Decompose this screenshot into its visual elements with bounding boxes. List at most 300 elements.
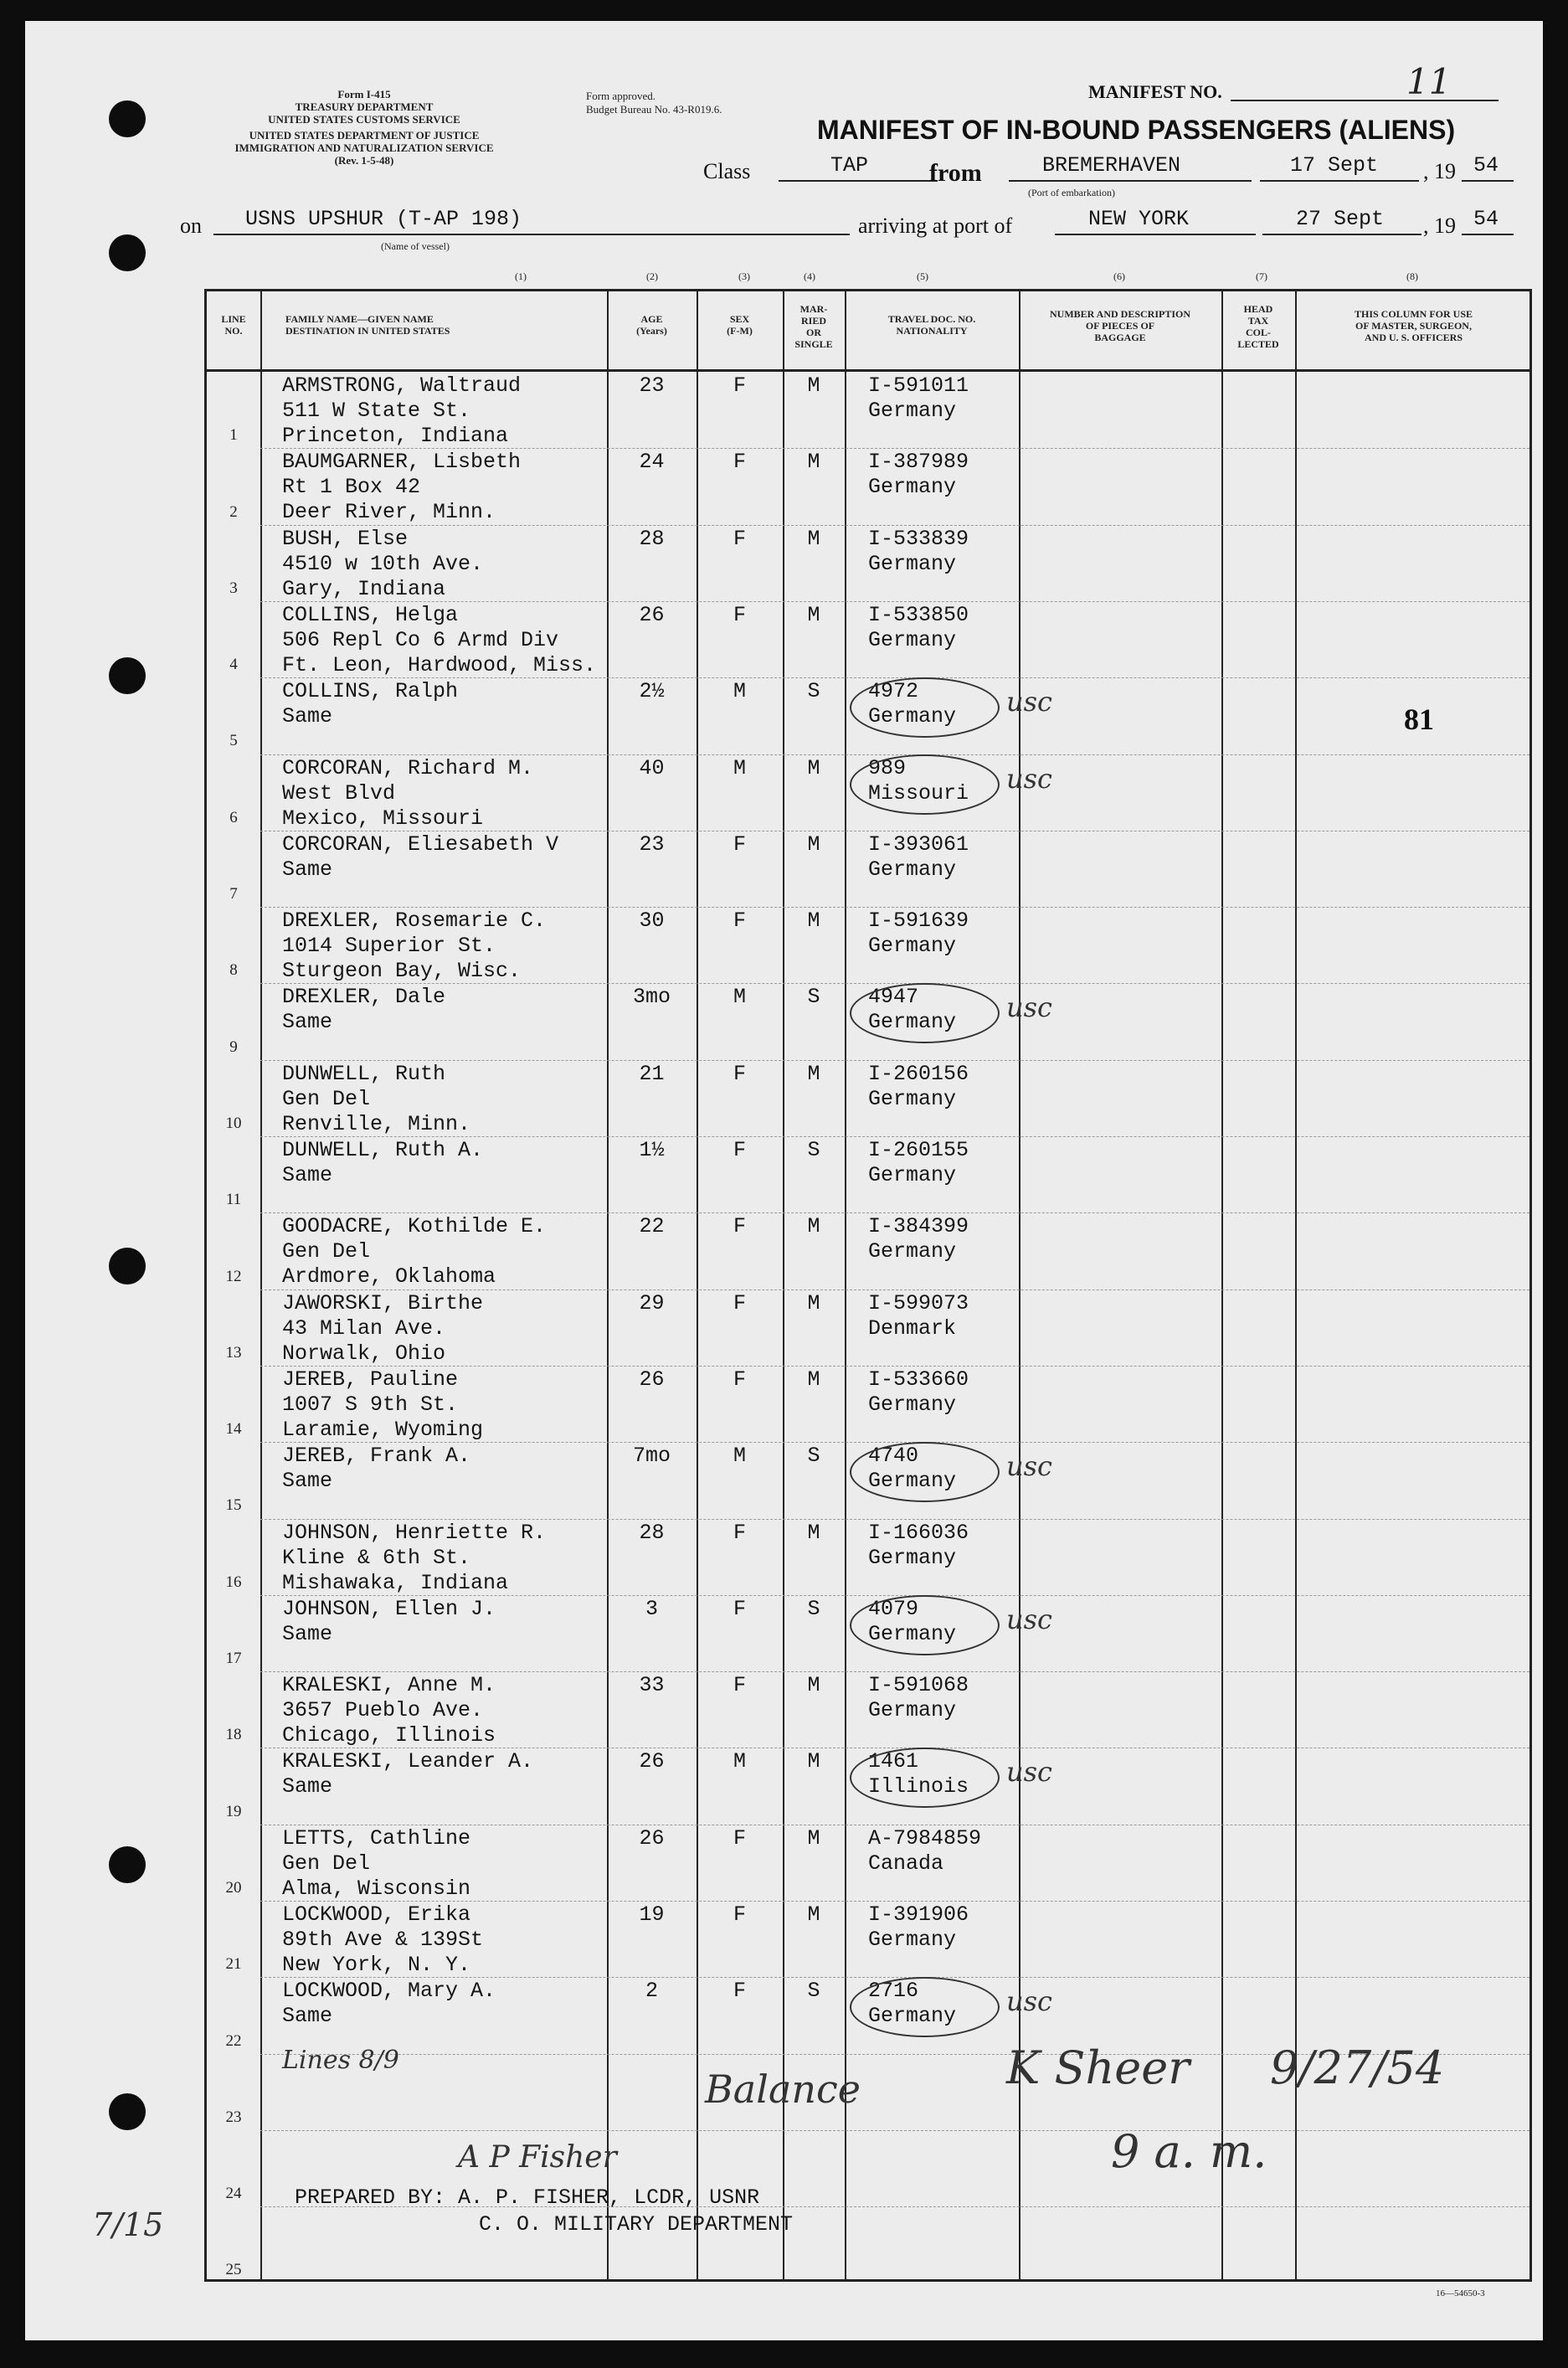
marital-status: S (807, 1979, 820, 2004)
depart-date-field (1260, 153, 1419, 182)
travel-doc-no: 989 (868, 755, 907, 780)
destination-line-1: Same (282, 1469, 333, 1494)
table-row (207, 677, 1529, 754)
table-row (207, 754, 1529, 831)
age-value: 21 (639, 1061, 665, 1086)
line-number: 18 (225, 1726, 242, 1744)
table-row (207, 1595, 1529, 1671)
sex-value: F (733, 1596, 746, 1621)
manifest-no-label: MANIFEST NO. (1088, 81, 1222, 102)
handwritten-balance: Balance (705, 2067, 861, 2112)
nationality: Germany (868, 1698, 957, 1723)
depart-date: 17 Sept (1290, 153, 1379, 178)
passenger-name: LOCKWOOD, Mary A. (282, 1979, 496, 2004)
travel-doc-no: I-166036 (868, 1520, 969, 1545)
travel-doc-no: 4947 (868, 985, 919, 1010)
destination-line-1: 89th Ave & 139St (282, 1928, 484, 1952)
destination-line-2: Laramie, Wyoming (282, 1417, 484, 1442)
justice-dept: UNITED STATES DEPARTMENT OF JUSTICE (249, 129, 480, 142)
ink-circle (850, 754, 1000, 815)
nationality: Canada (868, 1851, 944, 1876)
ink-circle (850, 1595, 1000, 1655)
travel-doc-no: I-260155 (868, 1138, 969, 1162)
line-number: 15 (225, 1496, 242, 1515)
col-header-baggage: NUMBER AND DESCRIPTION OF PIECES OF BAGGAGE (1049, 308, 1191, 343)
table-row (207, 907, 1529, 983)
col-header-officers: THIS COLUMN FOR USE OF MASTER, SURGEON, AND U. S. OFFICERS (1354, 308, 1473, 343)
nationality: Germany (868, 1163, 957, 1187)
nationality: Germany (868, 704, 957, 729)
travel-doc-no: I-599073 (868, 1290, 969, 1315)
marital-status: M (807, 1749, 820, 1774)
depart-year: 54 (1473, 153, 1499, 178)
age-value: 23 (639, 373, 665, 398)
table-row (207, 601, 1529, 677)
table-row (207, 1366, 1529, 1442)
travel-doc-no: 4079 (868, 1596, 919, 1621)
marital-status: S (807, 679, 820, 704)
form-footer-code: 16—54650-3 (1436, 2288, 1485, 2299)
travel-doc-no: I-533839 (868, 526, 969, 551)
passenger-name: ARMSTRONG, Waltraud (282, 373, 522, 398)
age-value: 2 (645, 1979, 658, 2004)
punch-hole (109, 657, 146, 694)
nationality: Germany (868, 1621, 957, 1646)
col-num-8: (8) (1406, 270, 1418, 282)
marital-status: S (807, 1596, 820, 1621)
destination-line-1: West Blvd (282, 780, 396, 806)
punch-hole (109, 2093, 146, 2130)
from-label: from (929, 159, 982, 187)
marital-status: M (807, 1673, 820, 1698)
sex-value: M (733, 1444, 746, 1469)
age-value: 23 (639, 831, 665, 857)
age-value: 28 (639, 1520, 665, 1545)
travel-doc-no: I-387989 (868, 450, 969, 475)
ink-circle (850, 1748, 1000, 1808)
sex-value: M (733, 755, 746, 780)
revision: (Rev. 1-5-48) (334, 154, 394, 167)
line-number: 9 (229, 1037, 238, 1056)
age-value: 40 (639, 755, 665, 780)
nationality: Germany (868, 1086, 957, 1111)
col-num-6: (6) (1113, 270, 1125, 282)
travel-doc-no: I-591068 (868, 1673, 969, 1698)
sex-value: F (733, 1902, 746, 1927)
passenger-name: LETTS, Cathline (282, 1825, 471, 1851)
passenger-name: JEREB, Pauline (282, 1367, 459, 1392)
age-value: 3mo (632, 985, 671, 1010)
ink-circle (850, 1442, 1000, 1502)
destination-line-2: New York, N. Y. (282, 1953, 471, 1977)
officer-count: 81 (1404, 703, 1434, 736)
destination-line-1: Same (282, 1621, 333, 1646)
from-value: BREMERHAVEN (1042, 153, 1181, 178)
age-value: 26 (639, 602, 665, 627)
marital-status: M (807, 755, 820, 780)
passenger-name: DUNWELL, Ruth (282, 1061, 446, 1086)
marital-status: M (807, 450, 820, 475)
col-header-married: MAR- RIED OR SINGLE (794, 303, 833, 350)
arrival-port-field (1055, 207, 1256, 235)
line-number: 4 (229, 656, 238, 674)
vessel-field (213, 207, 850, 235)
destination-line-1: Kline & 6th St. (282, 1545, 471, 1570)
travel-doc-no: I-393061 (868, 831, 969, 857)
ink-circle (850, 983, 1000, 1043)
passenger-name: CORCORAN, Eliesabeth V (282, 831, 559, 857)
col-header-age: AGE (Years) (636, 313, 667, 337)
age-value: 26 (639, 1367, 665, 1392)
age-value: 2½ (639, 679, 665, 704)
ink-circle (850, 1977, 1000, 2037)
arrival-port: NEW YORK (1088, 207, 1190, 231)
col-num-2: (2) (646, 270, 658, 282)
line-number: 6 (229, 808, 238, 826)
prepared-dept: C. O. MILITARY DEPARTMENT (479, 2212, 794, 2237)
travel-doc-no: I-391906 (868, 1902, 969, 1927)
sex-value: F (733, 831, 746, 857)
marital-status: M (807, 526, 820, 551)
punch-hole (109, 1248, 146, 1284)
sex-value: M (733, 985, 746, 1010)
destination-line-1: Same (282, 1774, 333, 1799)
col-num-3: (3) (738, 270, 750, 282)
col-num-5: (5) (917, 270, 928, 282)
from-field (1009, 153, 1252, 182)
table-row (207, 1901, 1529, 1977)
table-row (207, 1136, 1529, 1212)
marital-status: M (807, 1902, 820, 1927)
line-number: 11 (225, 1191, 242, 1209)
sex-value: F (733, 909, 746, 934)
destination-line-2: Mexico, Missouri (282, 806, 484, 831)
destination-line-1: 511 W State St. (282, 399, 471, 423)
line-number: 25 (225, 2261, 242, 2279)
margin-note: 7/15 (92, 2206, 164, 2243)
nationality: Illinois (868, 1774, 969, 1799)
destination-line-1: 1014 Superior St. (282, 934, 496, 959)
table-row (207, 1442, 1529, 1518)
passenger-name: JOHNSON, Henriette R. (282, 1520, 547, 1545)
destination-line-1: 3657 Pueblo Ave. (282, 1698, 484, 1723)
age-value: 1½ (639, 1138, 665, 1162)
col-num-1: (1) (515, 270, 527, 282)
destination-line-1: Same (282, 1163, 333, 1187)
usc-note: usc (1006, 1756, 1052, 1789)
col-header-tax: HEAD TAX COL- LECTED (1237, 303, 1279, 350)
nationality: Germany (868, 857, 957, 882)
punch-hole (109, 1846, 146, 1883)
destination-line-2: Alma, Wisconsin (282, 1876, 471, 1901)
passenger-name: COLLINS, Ralph (282, 679, 459, 704)
fisher-signature: A P Fisher (458, 2140, 617, 2175)
col-header-name: FAMILY NAME—GIVEN NAME DESTINATION IN UNITED STATES (285, 313, 450, 337)
travel-doc-no: 2716 (868, 1979, 919, 2004)
line-number: 16 (225, 1573, 242, 1591)
table-row (207, 525, 1529, 601)
passenger-name: BUSH, Else (282, 526, 409, 551)
nationality: Germany (868, 1469, 957, 1494)
sex-value: F (733, 450, 746, 475)
age-value: 29 (639, 1290, 665, 1315)
line-number: 8 (229, 961, 238, 980)
usc-note: usc (1006, 1603, 1052, 1635)
age-value: 26 (639, 1749, 665, 1774)
travel-doc-no: I-591639 (868, 909, 969, 934)
table-row (207, 1825, 1529, 1901)
destination-line-1: Same (282, 1010, 333, 1035)
marital-status: S (807, 1444, 820, 1469)
passenger-name: KRALESKI, Anne M. (282, 1673, 496, 1698)
line-number: 21 (225, 1955, 242, 1974)
travel-doc-no: 4972 (868, 679, 919, 704)
manifest-no-value: 11 (1406, 61, 1452, 102)
passenger-table (204, 289, 1532, 2282)
handwritten-date: 9/27/54 (1270, 2041, 1445, 2094)
depart-year-prefix: , 19 (1423, 159, 1456, 183)
travel-doc-no: 4740 (868, 1444, 919, 1469)
line-number: 22 (225, 2031, 242, 2050)
destination-line-1: Same (282, 2004, 333, 2029)
nationality: Germany (868, 399, 957, 423)
sex-value: F (733, 1290, 746, 1315)
travel-doc-no: I-384399 (868, 1214, 969, 1239)
table-row (207, 1212, 1529, 1289)
passenger-name: DREXLER, Rosemarie C. (282, 909, 547, 934)
passenger-name: LOCKWOOD, Erika (282, 1902, 471, 1927)
passenger-name: COLLINS, Helga (282, 602, 459, 627)
destination-line-2: Deer River, Minn. (282, 500, 496, 525)
marital-status: M (807, 1214, 820, 1239)
line-number: 24 (225, 2185, 242, 2203)
line-number: 7 (229, 885, 238, 903)
destination-line-1: Gen Del (282, 1239, 371, 1264)
line-number: 3 (229, 579, 238, 597)
line-number: 12 (225, 1267, 242, 1285)
marital-status: M (807, 1290, 820, 1315)
arrival-date-field (1262, 207, 1421, 235)
destination-line-2: Mishawaka, Indiana (282, 1570, 509, 1595)
sex-value: F (733, 1673, 746, 1698)
passenger-name: DREXLER, Dale (282, 985, 446, 1010)
destination-line-2: Gary, Indiana (282, 576, 446, 601)
handwritten-signature: K Sheer (1006, 2041, 1190, 2094)
arriving-label: arriving at port of (858, 214, 1013, 238)
prepared-by: PREPARED BY: A. P. FISHER, LCDR, USNR (295, 2185, 760, 2210)
line-number: 23 (225, 2108, 242, 2126)
depart-year-field (1462, 153, 1514, 182)
travel-doc-no: 1461 (868, 1749, 919, 1774)
sex-value: M (733, 1749, 746, 1774)
table-row (207, 831, 1529, 907)
sex-value: F (733, 1061, 746, 1086)
marital-status: S (807, 1138, 820, 1162)
page-title: MANIFEST OF IN-BOUND PASSENGERS (ALIENS) (817, 115, 1456, 145)
destination-line-1: 43 Milan Ave. (282, 1315, 446, 1341)
table-row (207, 1290, 1529, 1366)
manifest-page (25, 21, 1543, 2340)
destination-line-2: Ft. Leon, Hardwood, Miss. (282, 652, 597, 677)
age-value: 7mo (632, 1444, 671, 1469)
table-row (207, 983, 1529, 1059)
table-row (207, 1519, 1529, 1595)
line-number: 17 (225, 1650, 242, 1668)
passenger-name: DUNWELL, Ruth A. (282, 1138, 484, 1162)
on-label: on (180, 214, 202, 238)
nationality: Germany (868, 1010, 957, 1035)
col-header-line: LINE NO. (221, 313, 246, 337)
sex-value: M (733, 679, 746, 704)
nationality: Germany (868, 934, 957, 959)
marital-status: M (807, 1825, 820, 1851)
age-value: 28 (639, 526, 665, 551)
age-value: 22 (639, 1214, 665, 1239)
passenger-name: JAWORSKI, Birthe (282, 1290, 484, 1315)
destination-line-1: 1007 S 9th St. (282, 1392, 459, 1417)
nationality: Germany (868, 1392, 957, 1417)
ins-service: IMMIGRATION AND NATURALIZATION SERVICE (234, 142, 494, 154)
nationality: Germany (868, 627, 957, 652)
handwritten-time: 9 a. m. (1111, 2125, 1267, 2178)
passenger-name: KRALESKI, Leander A. (282, 1749, 534, 1774)
travel-doc-no: I-260156 (868, 1061, 969, 1086)
destination-line-1: Rt 1 Box 42 (282, 475, 421, 500)
sex-value: F (733, 1214, 746, 1239)
class-field (779, 153, 938, 182)
arrival-year-field (1462, 207, 1514, 235)
line-number: 1 (229, 426, 238, 445)
sex-value: F (733, 1520, 746, 1545)
nationality: Germany (868, 475, 957, 500)
passenger-name: BAUMGARNER, Lisbeth (282, 450, 522, 475)
handwritten-lines-note: Lines 8/9 (282, 2046, 399, 2075)
travel-doc-no: I-591011 (868, 373, 969, 398)
marital-status: M (807, 602, 820, 627)
customs-service: UNITED STATES CUSTOMS SERVICE (268, 113, 460, 126)
age-value: 19 (639, 1902, 665, 1927)
sex-value: F (733, 1367, 746, 1392)
line-number: 20 (225, 1878, 242, 1897)
punch-hole (109, 234, 146, 271)
passenger-name: GOODACRE, Kothilde E. (282, 1214, 547, 1239)
destination-line-2: Chicago, Illinois (282, 1723, 496, 1748)
vessel-caption: (Name of vessel) (381, 240, 450, 252)
arrival-year: 54 (1473, 207, 1499, 231)
budget-text: Budget Bureau No. 43-R019.6. (586, 103, 722, 116)
nationality: Denmark (868, 1315, 957, 1341)
form-agency-header (184, 88, 544, 167)
line-number: 19 (225, 1802, 242, 1820)
table-row (207, 2206, 1529, 2283)
passenger-name: JEREB, Frank A. (282, 1444, 471, 1469)
sex-value: F (733, 526, 746, 551)
form-number: Form I-415 (337, 88, 391, 100)
treasury-dept: TREASURY DEPARTMENT (295, 100, 434, 113)
usc-note: usc (1006, 1985, 1052, 2018)
travel-doc-no: I-533660 (868, 1367, 969, 1392)
approved-text: Form approved. (586, 90, 656, 102)
destination-line-2: Sturgeon Bay, Wisc. (282, 959, 522, 984)
col-header-travel: TRAVEL DOC. NO. NATIONALITY (887, 313, 976, 337)
age-value: 3 (645, 1596, 658, 1621)
destination-line-1: Gen Del (282, 1851, 371, 1876)
col-num-7: (7) (1256, 270, 1267, 282)
port-embark-caption: (Port of embarkation) (1028, 187, 1115, 198)
sex-value: F (733, 1138, 746, 1162)
marital-status: M (807, 831, 820, 857)
destination-line-1: Gen Del (282, 1086, 371, 1111)
marital-status: M (807, 1061, 820, 1086)
punch-hole (109, 100, 146, 137)
nationality: Germany (868, 551, 957, 576)
col-header-sex: SEX (F-M) (727, 313, 753, 337)
nationality: Germany (868, 1239, 957, 1264)
nationality: Germany (868, 1928, 957, 1952)
ink-circle (850, 677, 1000, 738)
arrival-date: 27 Sept (1296, 207, 1385, 231)
destination-line-1: Same (282, 704, 333, 729)
line-number: 5 (229, 732, 238, 750)
approval-note (586, 90, 722, 116)
table-row (207, 1671, 1529, 1748)
arrival-year-prefix: , 19 (1423, 214, 1456, 238)
usc-note: usc (1006, 991, 1052, 1024)
age-value: 30 (639, 909, 665, 934)
travel-doc-no: A-7984859 (868, 1825, 982, 1851)
marital-status: M (807, 1367, 820, 1392)
sex-value: F (733, 1825, 746, 1851)
nationality: Missouri (868, 780, 969, 806)
manifest-no-field (1231, 61, 1499, 102)
sex-value: F (733, 373, 746, 398)
age-value: 33 (639, 1673, 665, 1698)
line-number: 13 (225, 1343, 242, 1362)
col-num-4: (4) (804, 270, 815, 282)
usc-note: usc (1006, 762, 1052, 795)
marital-status: M (807, 909, 820, 934)
table-row (207, 1060, 1529, 1136)
destination-line-1: Same (282, 857, 333, 882)
nationality: Germany (868, 2004, 957, 2029)
usc-note: usc (1006, 1450, 1052, 1483)
marital-status: M (807, 1520, 820, 1545)
marital-status: S (807, 985, 820, 1010)
destination-line-1: 506 Repl Co 6 Armd Div (282, 627, 559, 652)
table-row (207, 372, 1529, 448)
table-row (207, 448, 1529, 524)
age-value: 26 (639, 1825, 665, 1851)
class-label: Class (703, 159, 751, 183)
destination-line-1: 4510 w 10th Ave. (282, 551, 484, 576)
usc-note: usc (1006, 686, 1052, 718)
age-value: 24 (639, 450, 665, 475)
line-number: 14 (225, 1420, 242, 1439)
nationality: Germany (868, 1545, 957, 1570)
destination-line-2: Princeton, Indiana (282, 424, 509, 448)
destination-line-2: Norwalk, Ohio (282, 1341, 446, 1366)
passenger-name: JOHNSON, Ellen J. (282, 1596, 496, 1621)
line-number: 10 (225, 1114, 242, 1132)
vessel-name: USNS UPSHUR (T-AP 198) (245, 207, 522, 231)
destination-line-2: Ardmore, Oklahoma (282, 1264, 496, 1290)
sex-value: F (733, 602, 746, 627)
passenger-name: CORCORAN, Richard M. (282, 755, 534, 780)
marital-status: M (807, 373, 820, 398)
travel-doc-no: I-533850 (868, 602, 969, 627)
table-row (207, 1748, 1529, 1824)
destination-line-2: Renville, Minn. (282, 1111, 471, 1136)
